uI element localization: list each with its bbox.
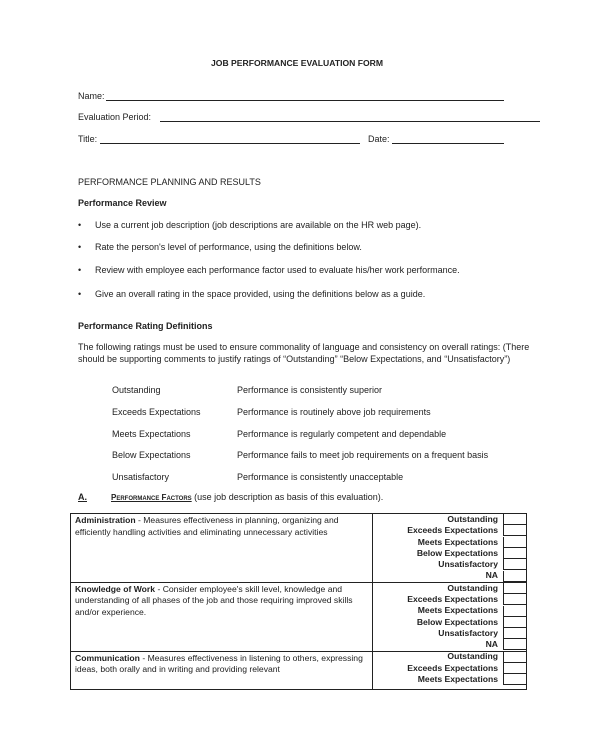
rating-option	[373, 525, 526, 536]
term-desc: Performance is regularly competent and dependable	[237, 429, 447, 439]
rating-checkbox[interactable]	[503, 537, 526, 548]
term-desc: Performance is consistently unacceptable	[237, 472, 404, 482]
rating-checkbox[interactable]	[503, 583, 526, 594]
table-row: Communication - Measures effectiveness in listening to others, expressing ideas, both orally and in writing and providing relevant Outstanding Exceeds Expectations Meets Expectations	[71, 651, 527, 689]
rating-checkbox[interactable]	[503, 663, 526, 674]
date-field[interactable]	[392, 143, 504, 144]
term-desc: Performance is routinely above job requirements	[237, 407, 431, 417]
section-heading: PERFORMANCE PLANNING AND RESULTS	[78, 177, 261, 187]
date-label: Date:	[368, 134, 390, 144]
rating-option	[373, 605, 526, 616]
rating-option	[373, 652, 526, 663]
term-desc: Performance fails to meet job requirements on a frequent basis	[237, 450, 489, 460]
rating-label: Exceeds Expectations	[407, 593, 498, 604]
rating-checkbox[interactable]	[503, 674, 526, 685]
review-heading: Performance Review	[78, 198, 167, 208]
rating-option	[373, 674, 526, 685]
rating-option	[373, 559, 526, 570]
rating-checkbox[interactable]	[503, 548, 526, 559]
factors-heading: A. Performance Factors (use job description as basis of this evaluation).	[78, 492, 384, 502]
term: Meets Expectations	[112, 429, 191, 439]
table-row: Administration - Measures effectiveness in planning, organizing and efficiently handling activities and eliminating unnecessary activities Outstanding Exceeds Expectations Meets Expectations Below Expectations Unsatisfactory NA	[71, 514, 527, 583]
rating-label: Meets Expectations	[417, 536, 498, 547]
rating-option	[373, 639, 526, 650]
rating-option	[373, 514, 526, 525]
rating-checkbox[interactable]	[503, 606, 526, 617]
period-label: Evaluation Period:	[78, 112, 152, 122]
period-field[interactable]	[160, 121, 540, 122]
rating-checkbox[interactable]	[503, 514, 526, 525]
definitions-heading: Performance Rating Definitions	[78, 321, 213, 331]
rating-label: Exceeds Expectations	[407, 525, 498, 536]
rating-label: Unsatisfactory	[438, 627, 498, 638]
name-field[interactable]	[106, 100, 504, 101]
rating-option	[373, 583, 526, 594]
rating-cell	[373, 582, 527, 651]
rating-checkbox[interactable]	[503, 559, 526, 570]
rating-label: Below Expectations	[416, 547, 498, 558]
rating-label: NA	[485, 639, 498, 650]
rating-option	[373, 570, 526, 581]
rating-label: Outstanding	[447, 651, 498, 662]
table-row: Knowledge of Work - Consider employee's skill level, knowledge and understanding of all phases of the job and those requiring improved skills and/or experience. Outstanding Exceeds Expectations Meets Expectations Below Expectations Unsatisfactory NA	[71, 582, 527, 651]
rating-option	[373, 594, 526, 605]
rating-option	[373, 628, 526, 639]
rating-checkbox[interactable]	[503, 525, 526, 536]
document-page: JOB PERFORMANCE EVALUATION FORM Name: Evaluation Period: Title: Date: PERFORMANCE PLANNING AND RESULTS Performance Review Use a current job description (job descriptions are available on the HR web page). Rate the person's level of performance, using the definitions below. Review with employee each performance factor used to evaluate his/her work performance. Give an overall rating in the space provided, using the definitions below as a guide. Performance Rating Definitions The following ratings must be used to ensure commonality of language and consistency on overall ratings: (There should be supporting comments to justify ratings of “Outstanding” “Below Expectations, and “Unsatisfactory”) Outstanding Performance is consistently superior Exceeds Expectations Performance is routinely above job requirements Meets Expectations Performance is regularly competent and dependable Below Expectations Performance fails to meet job requirements on a frequent basis Unsatisfactory Performance is consistently unacceptable A. Performance Factors (use job description as basis of this evaluation). Administration - Measures effectiveness in planning, organizing and efficiently handling activities and eliminating unnecessary activities Outstanding Exceeds Expectations Meets Expectations Below Expectations Unsatisfactory NA Knowledge of Work - Consider employee's skill level, knowledge and understanding of all phases of the job and those requiring improved skills and/or experience. Outstanding Exceeds Expectations Meets Expectations Below Expectations Unsatisfactory NA Communication - Measures effectiveness in listening to others, expressing ideas, both orally and in writing and providing relevant Outstanding Exceeds Expectations Meets Expectations	[0, 0, 600, 730]
rating-checkbox[interactable]	[503, 628, 526, 639]
rating-option	[373, 617, 526, 628]
term: Outstanding	[112, 385, 161, 395]
rating-checkbox[interactable]	[503, 617, 526, 628]
term: Unsatisfactory	[112, 472, 170, 482]
rating-checkbox[interactable]	[503, 594, 526, 605]
rating-option	[373, 548, 526, 559]
rating-label: Below Expectations	[416, 616, 498, 627]
rating-label: Meets Expectations	[417, 605, 498, 616]
rating-label: Outstanding	[447, 513, 498, 524]
rating-label: Unsatisfactory	[438, 559, 498, 570]
performance-factors-table	[70, 513, 527, 690]
definitions-intro: The following ratings must be used to ensure commonality of language and consistency on overall ratings: (There should be supporting comments to justify ratings of “Outstanding” “Below Expectations, and “Unsatisfactory”)	[78, 342, 530, 364]
rating-checkbox[interactable]	[503, 571, 526, 582]
name-label: Name:	[78, 91, 105, 101]
rating-label: NA	[485, 570, 498, 581]
title-label: Title:	[78, 134, 98, 144]
rating-label: Exceeds Expectations	[407, 662, 498, 673]
form-title: JOB PERFORMANCE EVALUATION FORM	[211, 58, 384, 68]
rating-option	[373, 663, 526, 674]
term-desc: Performance is consistently superior	[237, 385, 383, 395]
rating-label: Outstanding	[447, 582, 498, 593]
rating-cell	[373, 651, 527, 689]
rating-checkbox[interactable]	[503, 652, 526, 663]
term: Below Expectations	[112, 450, 191, 460]
rating-checkbox[interactable]	[503, 639, 526, 650]
term: Exceeds Expectations	[112, 407, 201, 417]
rating-label: Meets Expectations	[417, 674, 498, 685]
title-field[interactable]	[100, 143, 360, 144]
rating-option	[373, 537, 526, 548]
rating-cell	[373, 514, 527, 583]
